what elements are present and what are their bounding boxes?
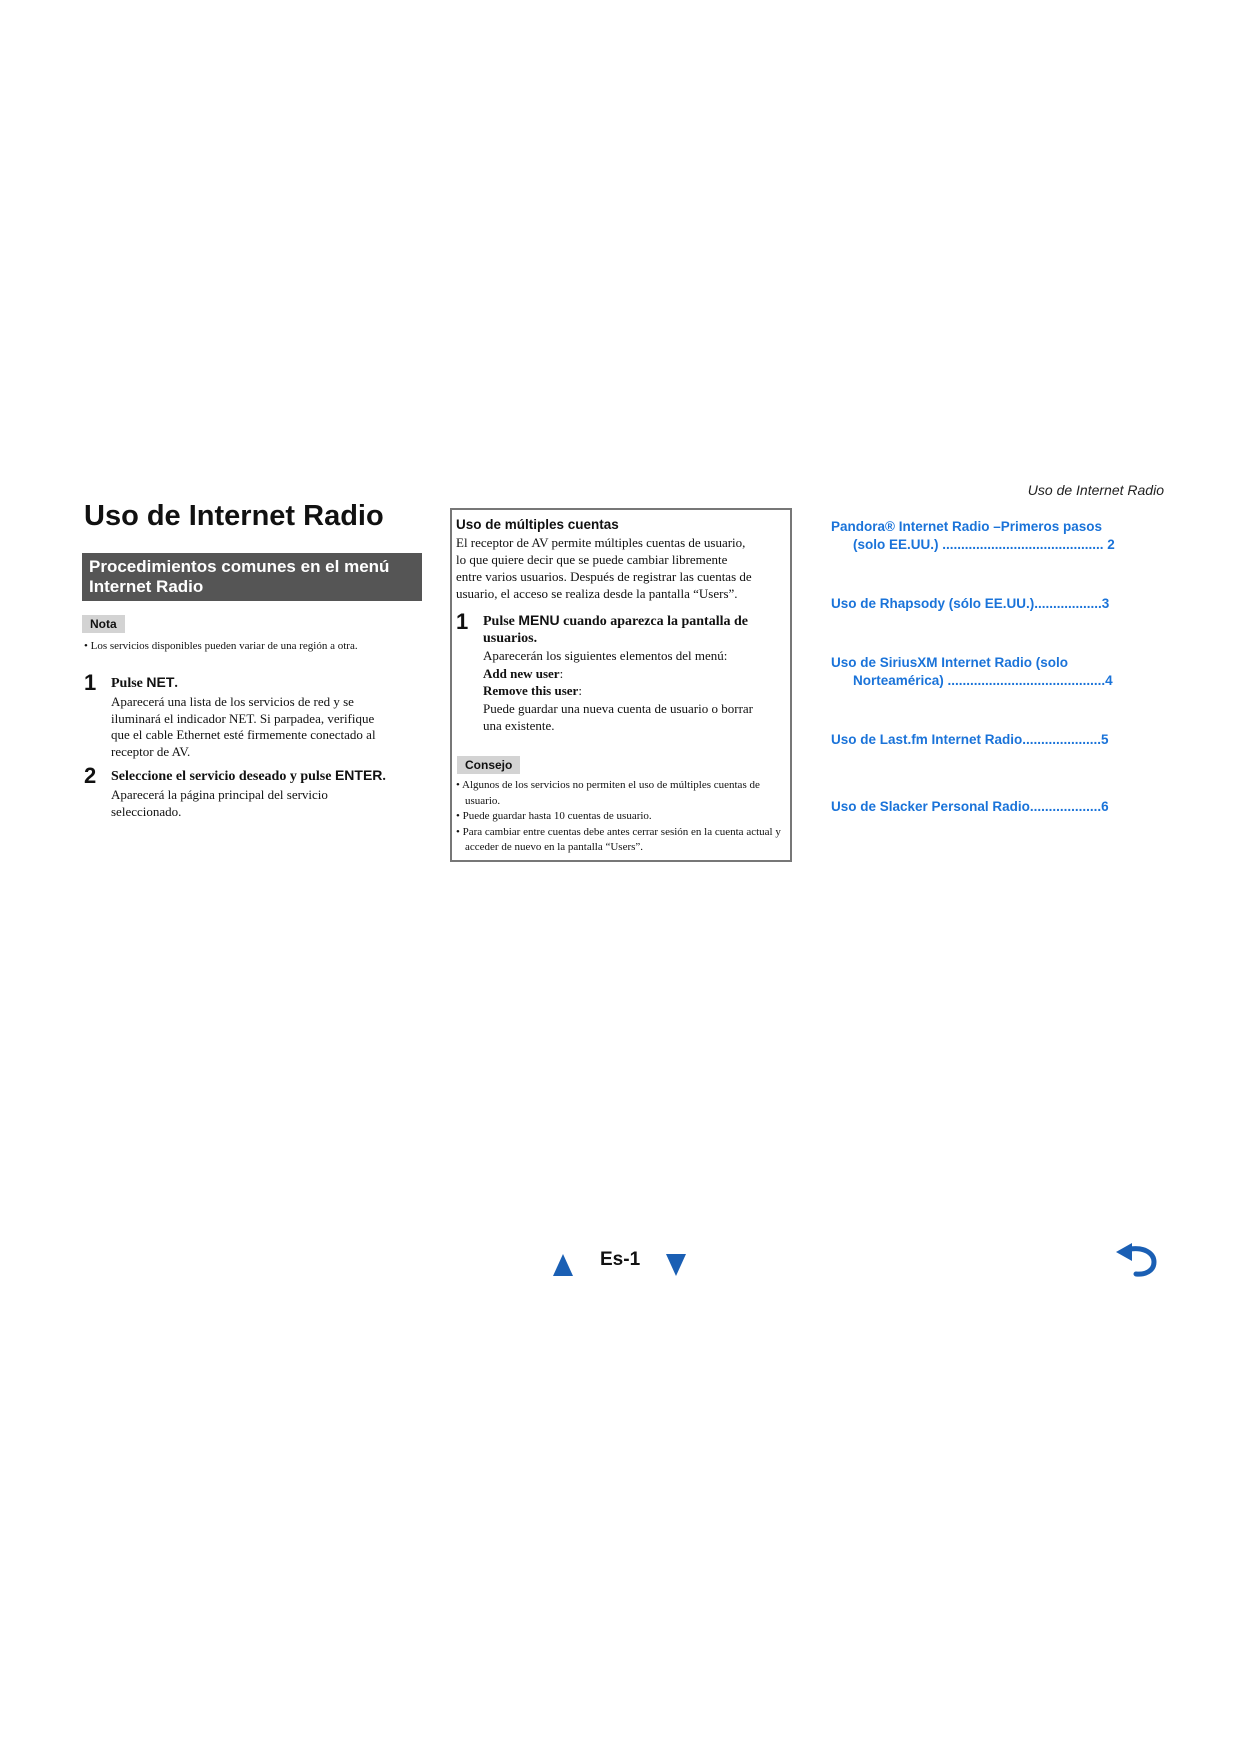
step-body — [483, 647, 788, 735]
toc-line[interactable]: Uso de SiriusXM Internet Radio (solo — [831, 655, 1069, 670]
toc-line[interactable]: Uso de Slacker Personal Radio...................6 — [831, 799, 1109, 814]
previous-page-arrow-icon[interactable] — [553, 1254, 573, 1276]
tip-item: • Algunos de los servicios no permiten el uso de múltiples cuentas de usuario. — [456, 779, 760, 807]
toc-line[interactable]: (solo EE.UU.) ........................................... 2 — [853, 537, 1115, 552]
step-body-line: que el cable Ethernet esté firmemente conectado al — [111, 727, 376, 742]
step-heading-suffix: cuando aparezca la pantalla de — [559, 614, 748, 629]
page-title: Uso de Internet Radio — [84, 500, 384, 532]
step-body-line: una existente. — [483, 718, 555, 733]
step-body-line: Aparecerá la página principal del servicio — [111, 787, 328, 802]
note-text: • Los servicios disponibles pueden variar de una región a otra. — [84, 640, 358, 652]
toc-line[interactable]: Pandora® Internet Radio –Primeros pasos — [831, 519, 1103, 534]
tip-item: • Para cambiar entre cuentas debe antes cerrar sesión en la cuenta actual y acceder de nuevo en la pantalla “Users”. — [456, 825, 781, 853]
step-number: 1 — [84, 670, 97, 695]
box-intro-line: entre varios usuarios. Después de registrar las cuentas de — [456, 569, 752, 584]
menu-item-add-user: Add new user: — [483, 665, 564, 681]
key-net: NET — [146, 674, 175, 690]
step-heading-suffix: . — [382, 769, 386, 784]
step-heading — [111, 674, 178, 692]
key-enter: ENTER — [334, 767, 383, 783]
step-body-line: receptor de AV. — [111, 743, 191, 759]
step-body-line: Aparecerá una lista de los servicios de red y se — [111, 694, 354, 709]
toc-link-pandora[interactable] — [831, 518, 1141, 554]
step-body-line: seleccionado. — [111, 803, 182, 819]
key-menu: MENU — [518, 612, 560, 628]
tip-tag: Consejo — [457, 756, 520, 774]
toc-link-slacker[interactable] — [831, 798, 1141, 816]
step-heading-prefix: Pulse — [483, 614, 519, 629]
step-body-line: iluminará el indicador NET. Si parpadea, verifique — [111, 710, 375, 726]
box-intro-line: lo que quiere decir que se puede cambiar libremente — [456, 552, 728, 567]
menu-item-remove-user: Remove this user: — [483, 683, 582, 698]
box-intro — [456, 534, 786, 602]
step-heading-prefix: Seleccione el servicio deseado y pulse — [111, 769, 335, 784]
box-intro-line: usuario, el acceso se realiza desde la pantalla “Users”. — [456, 586, 738, 601]
step-body-line: Aparecerán los siguientes elementos del menú: — [483, 648, 728, 663]
step-heading-line2: usuarios. — [483, 631, 538, 646]
toc-line[interactable]: Uso de Last.fm Internet Radio.....................5 — [831, 732, 1109, 747]
step-number: 1 — [456, 609, 469, 634]
step-body — [111, 694, 431, 760]
next-page-arrow-icon[interactable] — [666, 1254, 686, 1276]
step-body — [111, 787, 431, 820]
note-tag: Nota — [82, 615, 125, 633]
step-heading — [111, 767, 386, 785]
step-heading-suffix: . — [174, 676, 178, 691]
box-intro-line: El receptor de AV permite múltiples cuentas de usuario, — [456, 535, 746, 550]
toc-link-rhapsody[interactable] — [831, 595, 1141, 613]
tip-item: • Puede guardar hasta 10 cuentas de usuario. — [456, 810, 652, 822]
section-heading: Procedimientos comunes en el menú Internet Radio — [82, 553, 422, 601]
toc-line[interactable]: Norteamérica) ..........................................4 — [853, 673, 1113, 688]
toc-link-lastfm[interactable] — [831, 731, 1141, 749]
step-number: 2 — [84, 763, 97, 788]
back-arrow-icon[interactable] — [1114, 1243, 1158, 1279]
toc-line[interactable]: Uso de Rhapsody (sólo EE.UU.)..................3 — [831, 596, 1110, 611]
step-heading-prefix: Pulse — [111, 676, 147, 691]
step-heading — [483, 612, 748, 647]
tips-list — [456, 778, 788, 856]
header-section-label: Uso de Internet Radio — [1027, 482, 1164, 498]
toc-link-siriusxm[interactable] — [831, 654, 1141, 690]
page-number: Es-1 — [600, 1249, 641, 1270]
step-body-line: Puede guardar una nueva cuenta de usuario o borrar — [483, 700, 753, 716]
box-title: Uso de múltiples cuentas — [456, 517, 619, 532]
